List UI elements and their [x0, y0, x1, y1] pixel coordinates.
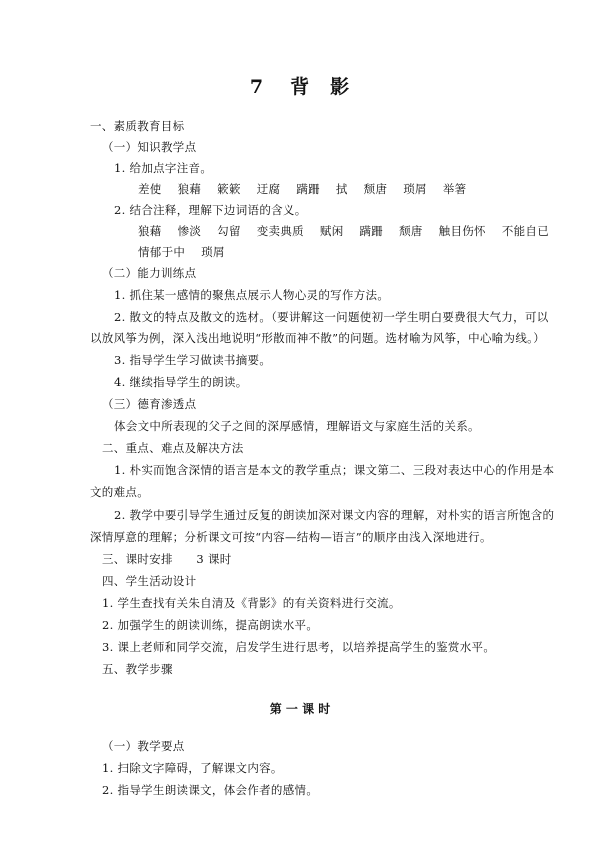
word: 狼藉 — [138, 224, 162, 238]
vocabulary-word-list-b — [138, 244, 237, 260]
section-1-2-item-1: 1. 抓住某一感情的聚焦点展示人物心灵的写作方法。 — [114, 288, 390, 302]
word: 不能自已 — [501, 224, 550, 238]
word: 簌簌 — [217, 182, 241, 196]
lesson-heading: 第 一 课 时 — [269, 702, 331, 716]
page-title — [0, 72, 600, 99]
section-1-2-item-2-line-2: 以放风筝为例，深入浅出地说明“形散而神不散”的问题。选材喻为风筝，中心喻为线。） — [90, 331, 546, 345]
word: 勾留 — [217, 224, 241, 238]
title-text: 背 影 — [290, 76, 351, 98]
lesson-item-1: 1. 扫除文字障碍，了解课文内容。 — [102, 761, 283, 775]
section-1-2-heading: （二）能力训练点 — [102, 266, 197, 280]
lesson-item-2: 2. 指导学生朗读课文，体会作者的感情。 — [102, 783, 319, 797]
word: 赋闲 — [319, 224, 344, 238]
word: 蹒跚 — [296, 182, 320, 196]
word: 琐屑 — [201, 245, 225, 259]
section-4-item-1: 1. 学生查找有关朱自清及《背影》的有关资料进行交流。 — [102, 596, 401, 610]
word: 变卖典质 — [256, 224, 304, 238]
word: 颓唐 — [399, 224, 423, 238]
section-2-item-1-line-2: 文的难点。 — [90, 485, 149, 499]
section-1-2-item-3: 3. 指导学生学习做读书摘要。 — [114, 353, 272, 367]
section-2-heading: 二、重点、难点及解决方法 — [102, 441, 244, 455]
lesson-subheading: （一）教学要点 — [102, 739, 185, 753]
section-1-heading: 一、素质教育目标 — [90, 119, 185, 133]
word: 惨淡 — [177, 224, 202, 238]
word: 迂腐 — [256, 182, 281, 196]
section-4-item-2: 2. 加强学生的朗读训练，提高朗读水平。 — [102, 618, 319, 632]
section-3-heading: 三、课时安排 3 课时 — [102, 552, 232, 566]
section-1-1-item-1: 1. 给加点字注音。 — [114, 161, 213, 175]
word: 狼藉 — [177, 182, 202, 196]
word: 差使 — [138, 182, 162, 196]
section-1-1-item-2: 2. 结合注释，理解下边词语的含义。 — [114, 203, 307, 217]
section-1-2-item-2-line-1: 2. 散文的特点及散文的选材。（要讲解这一问题使初一学生明白要费很大气力，可以 — [114, 310, 549, 324]
title-number: 7 — [249, 76, 265, 98]
word: 情郁于中 — [138, 245, 186, 259]
section-4-item-3: 3. 课上老师和同学交流，启发学生进行思考，以培养提高学生的鉴赏水平。 — [102, 640, 496, 654]
word: 颓唐 — [363, 182, 388, 196]
section-1-3-heading: （三）德育渗透点 — [102, 397, 197, 411]
section-2-item-2-line-1: 2. 教学中要引导学生通过反复的朗读加深对课文内容的理解，对朴实的语言所饱含的 — [114, 508, 555, 522]
section-1-2-item-4: 4. 继续指导学生的朗读。 — [114, 375, 248, 389]
word: 触目伤怀 — [438, 224, 486, 238]
word: 琐屑 — [403, 182, 427, 196]
section-1-3-text: 体会文中所表现的父子之间的深厚感情，理解语文与家庭生活的关系。 — [114, 419, 480, 433]
section-2-item-2-line-2: 深情厚意的理解；分析课文可按“内容—结构—语言”的顺序由浅入深地进行。 — [90, 530, 492, 544]
word: 蹒跚 — [359, 224, 384, 238]
section-2-item-1-line-1: 1. 朴实而饱含深情的语言是本文的教学重点；课文第二、三段对表达中心的作用是本 — [114, 463, 555, 477]
word: 举箸 — [442, 182, 467, 196]
section-4-heading: 四、学生活动设计 — [102, 574, 197, 588]
section-5-heading: 五、教学步骤 — [102, 662, 173, 676]
word: 拭 — [335, 182, 348, 196]
vocabulary-word-list-a — [138, 223, 561, 239]
pronunciation-word-list — [138, 181, 478, 197]
section-1-1-heading: （一）知识教学点 — [102, 140, 197, 154]
